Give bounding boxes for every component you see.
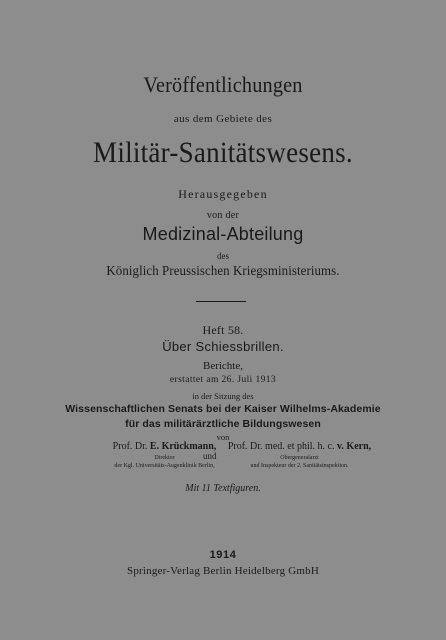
- author-1-prefix: Prof. Dr.: [112, 441, 148, 452]
- date-line: erstattet am 26. Juli 1913: [169, 375, 277, 385]
- figures-note: Mit 11 Textfiguren.: [185, 483, 261, 494]
- publisher: Springer-Verlag Berlin Heidelberg GmbH: [127, 565, 319, 577]
- editor-von: von der: [206, 210, 240, 221]
- issue-number: Heft 58.: [202, 323, 244, 337]
- und-label: und: [203, 451, 217, 461]
- von-label: von: [216, 432, 230, 442]
- editor-intro: Herausgegeben: [178, 187, 268, 201]
- author-2-affiliation-2: und Inspekteur der 2. Sanitätsinspektion.: [250, 463, 349, 469]
- author-2-prefix: Prof. Dr. med. et phil. h. c.: [227, 441, 335, 452]
- author-2-name: [222, 441, 377, 452]
- academy-line-2: für das militärärztliche Bildungswesen: [125, 418, 321, 430]
- academy-line-1: Wissenschaftlichen Senats bei der Kaiser Wilhelms-Akademie: [65, 403, 381, 415]
- series-title: Veröffentlichungen: [143, 72, 303, 97]
- author-1-surname: E. Krückmann,: [149, 441, 217, 452]
- session-line: in der Sitzung des: [192, 391, 254, 401]
- author-1-name: [112, 441, 217, 452]
- author-1-affiliation-2: der Kgl. Universitäts-Augenklinik Berlin,: [114, 463, 215, 469]
- editor-des: des: [217, 251, 229, 261]
- work-title: Über Schiessbrillen.: [162, 339, 284, 354]
- series-subtitle: aus dem Gebiete des: [173, 113, 273, 125]
- editor-org: Medizinal-Abteilung: [142, 224, 304, 244]
- berichte-label: Berichte,: [202, 360, 243, 372]
- divider-rule: [196, 301, 246, 302]
- author-2-surname: v. Kern,: [336, 441, 372, 452]
- author-1-affiliation-1: Direktor: [154, 455, 175, 461]
- series-field: Militär-Sanitätswesens.: [93, 136, 353, 169]
- publication-year: 1914: [209, 549, 237, 561]
- editor-ministry: Königlich Preussischen Kriegsministeriums.: [106, 264, 340, 279]
- author-2-affiliation-1: Obergeneralarzt: [280, 455, 319, 461]
